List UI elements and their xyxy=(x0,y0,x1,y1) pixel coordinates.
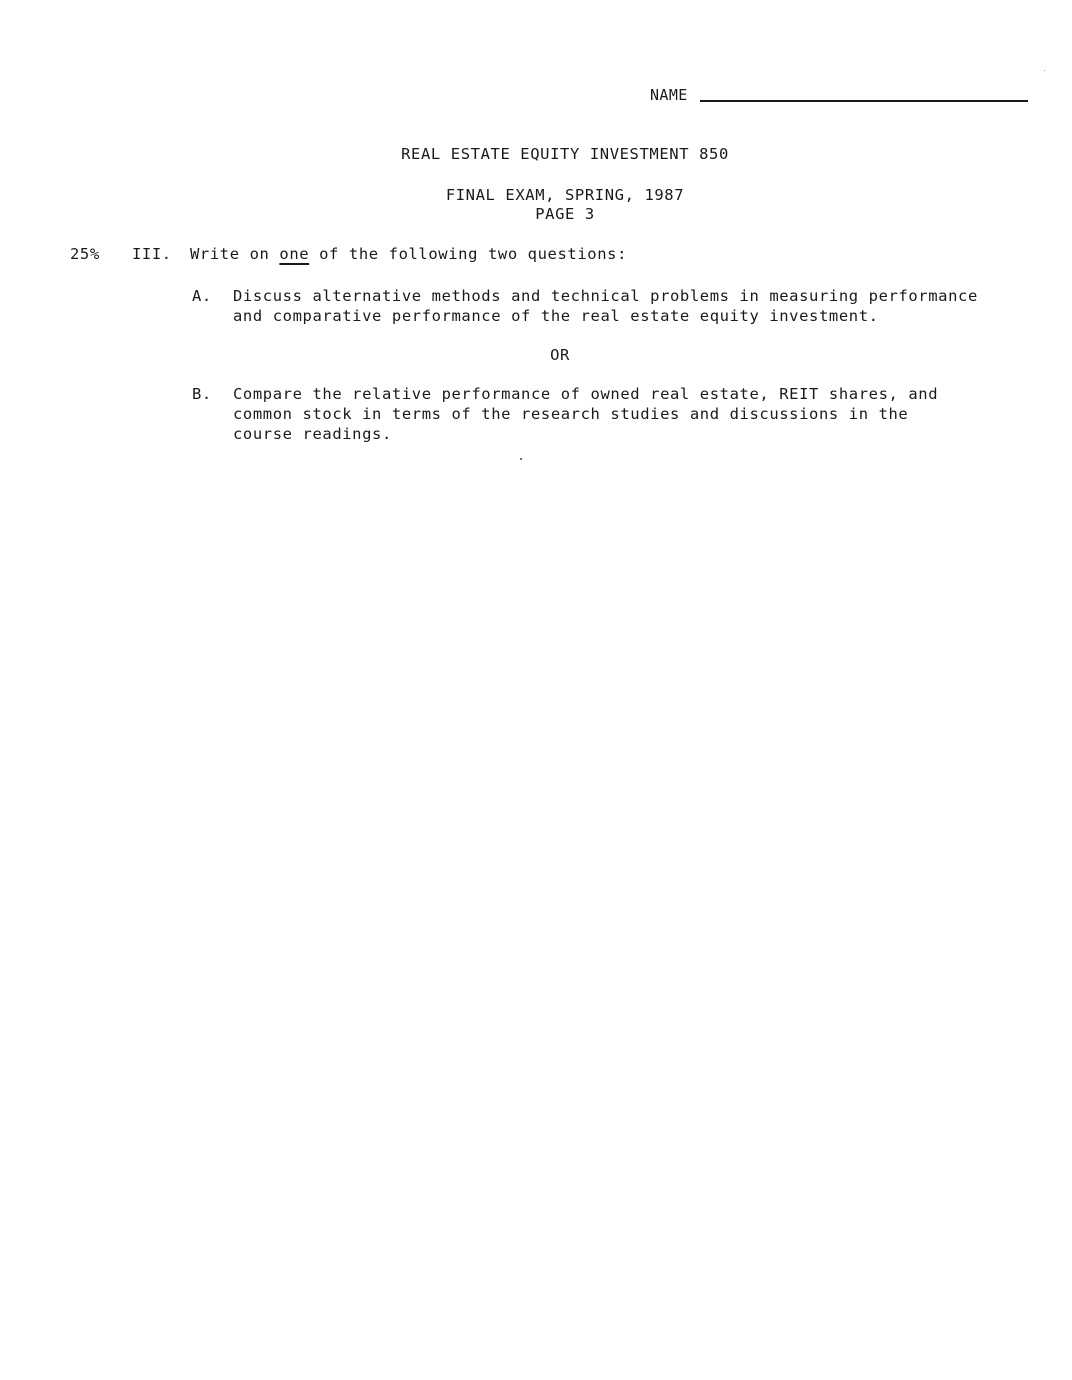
scan-speck xyxy=(520,458,522,460)
section-instruction: Write on one of the following two questions: xyxy=(190,245,628,263)
name-field xyxy=(650,86,1028,104)
question-text: Compare the relative performance of owned real estate, REIT shares, and common stock in terms of the research studies and discussions in the course readings. xyxy=(233,385,939,443)
scan-speck xyxy=(1044,70,1045,71)
name-label: NAME xyxy=(650,86,688,104)
instruction-emphasis: one xyxy=(279,245,310,263)
question-letter: A. xyxy=(192,287,212,305)
or-separator: OR xyxy=(550,346,570,364)
name-blank-line xyxy=(700,100,1028,102)
question-a xyxy=(192,286,1012,326)
exam-title: FINAL EXAM, SPRING, 1987 xyxy=(445,186,685,204)
section-iii xyxy=(70,245,1030,263)
question-text: Discuss alternative methods and technical problems in measuring performance and comparative performance of the real estate equity investment. xyxy=(233,287,978,325)
course-title: REAL ESTATE EQUITY INVESTMENT 850 xyxy=(401,145,729,163)
section-weight: 25% xyxy=(70,245,100,263)
question-b xyxy=(192,384,1012,444)
page-number: PAGE 3 xyxy=(535,205,595,223)
section-number: III. xyxy=(132,245,172,263)
question-letter: B. xyxy=(192,385,212,403)
